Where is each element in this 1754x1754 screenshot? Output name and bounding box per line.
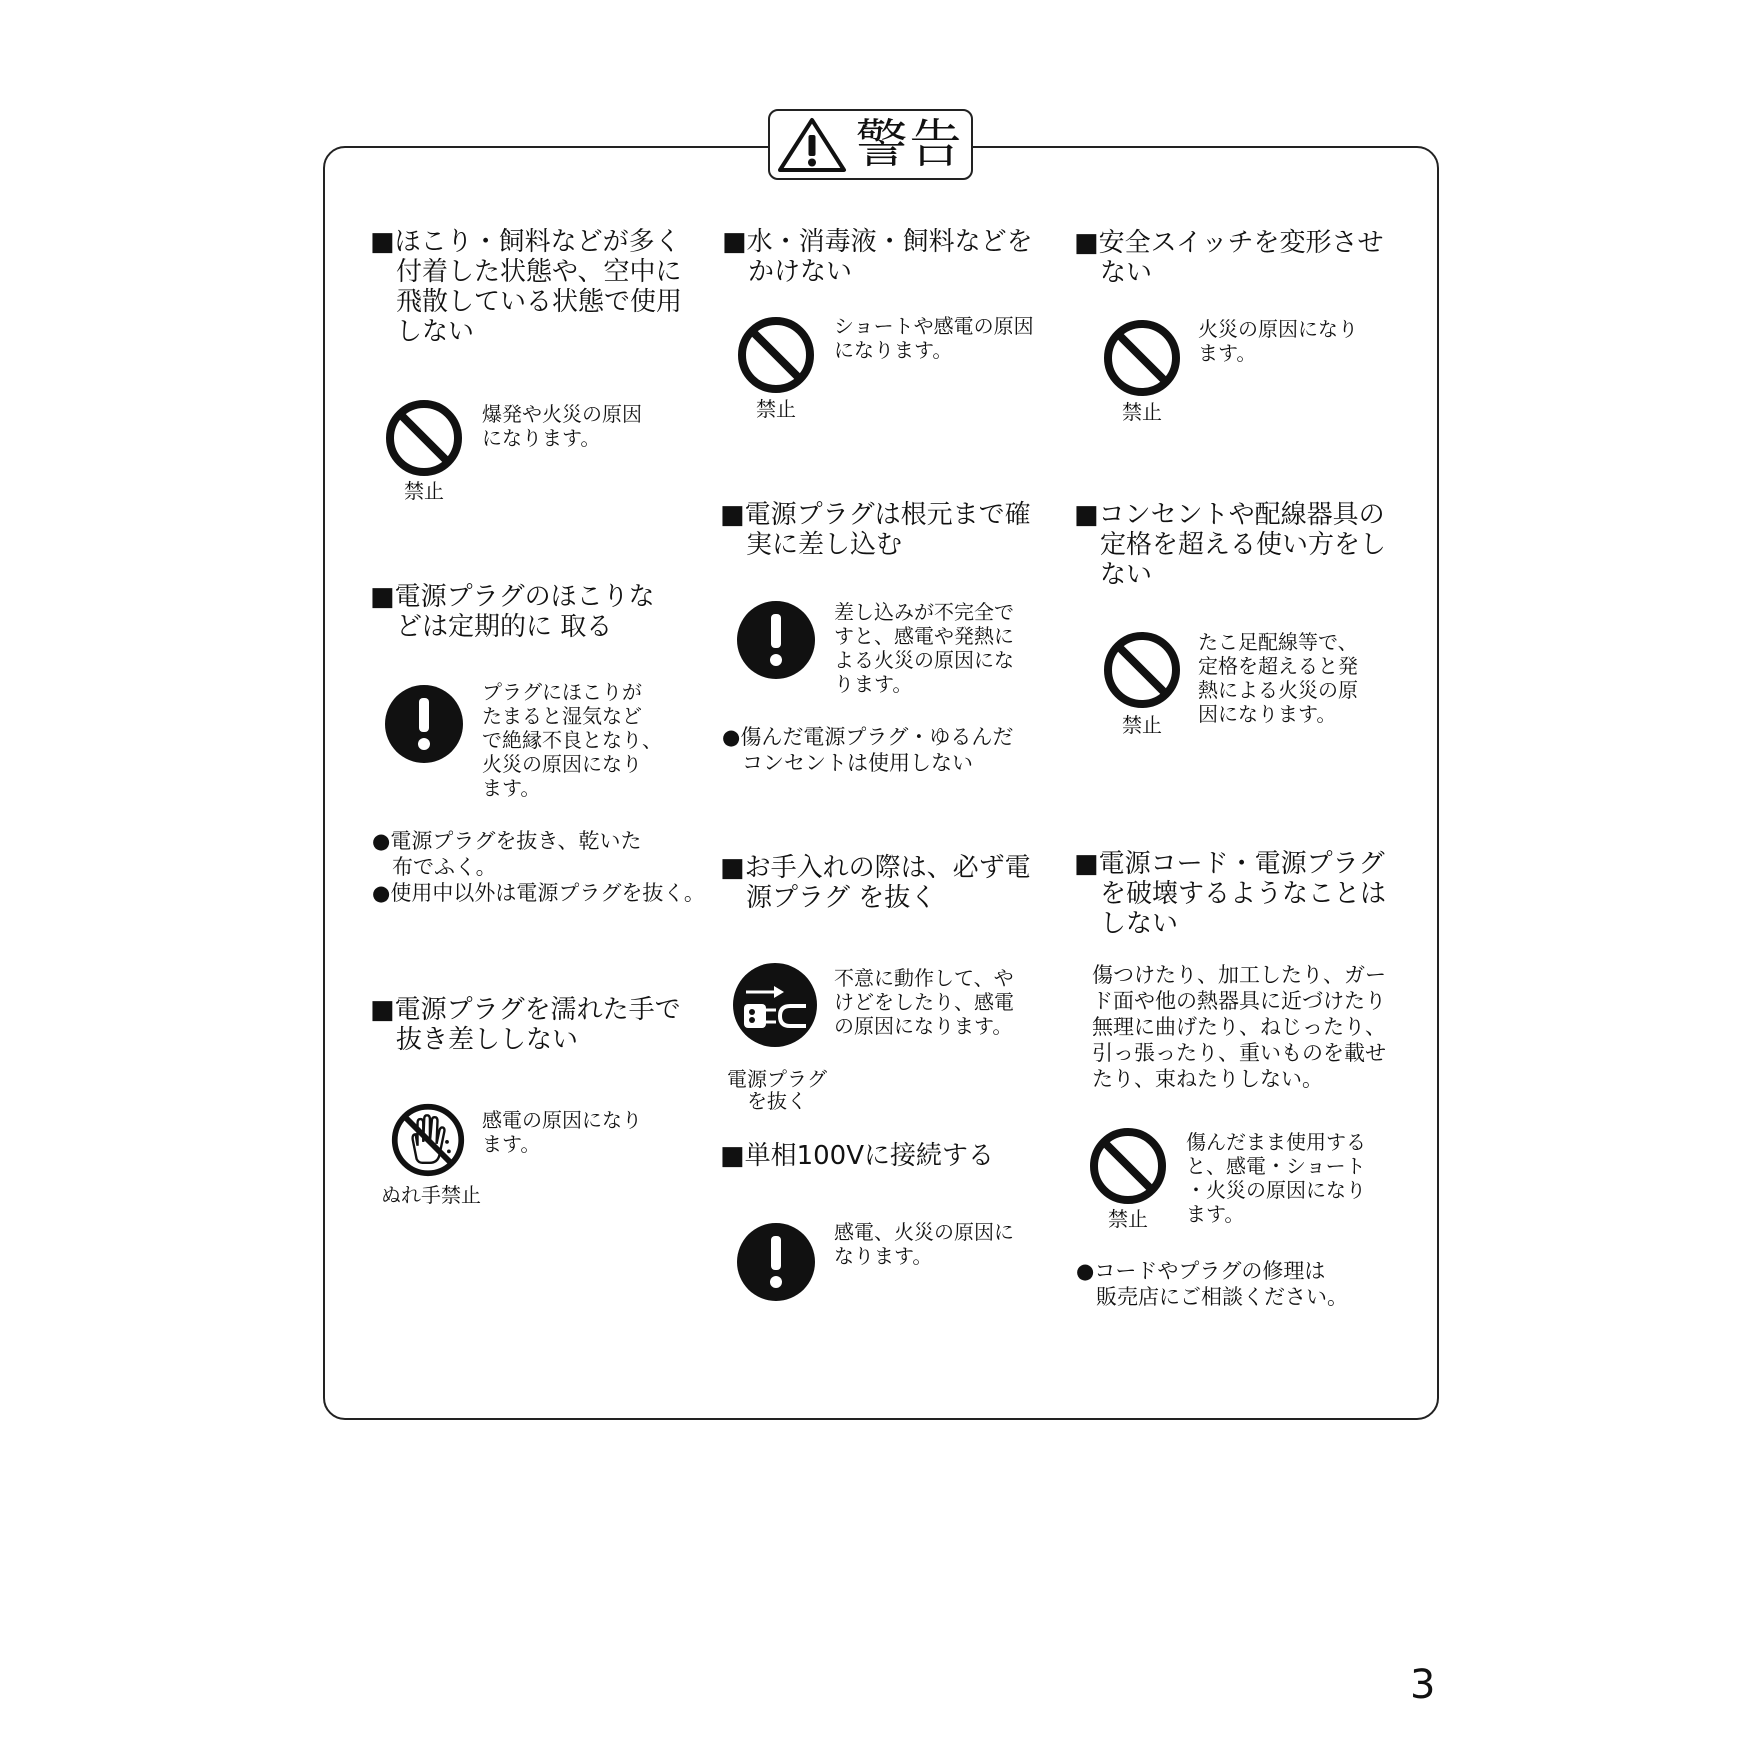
heading-line: ■単相100Vに接続する — [720, 1141, 994, 1171]
note-line: 傷んだまま使用する — [1186, 1130, 1366, 1154]
bullet-line: ●コードやプラグの修理は — [1076, 1259, 1326, 1283]
icon-caption — [722, 1068, 832, 1112]
heading-line: ■電源プラグのほこりな — [370, 582, 655, 612]
note-line: になります。 — [482, 426, 601, 450]
body-line: 引っ張ったり、重いものを載せ — [1092, 1041, 1386, 1065]
body-line: 傷つけたり、加工したり、ガー — [1092, 963, 1386, 987]
prohibited-icon — [384, 398, 464, 478]
icon-note — [482, 680, 662, 800]
heading-line: ■電源プラグを濡れた手で — [370, 995, 681, 1025]
heading-line: 抜き差ししない — [396, 1025, 579, 1055]
heading-line: 付着した状態や、空中に — [396, 257, 682, 287]
note-line: 爆発や火災の原因 — [482, 402, 642, 426]
bullet-list — [1076, 1258, 1348, 1310]
note-line: プラグにほこりが — [482, 680, 642, 704]
note-line: 感電、火災の原因に — [834, 1220, 1014, 1244]
heading-line: ■電源コード・電源プラグ — [1074, 849, 1385, 879]
note-line: 因になります。 — [1198, 702, 1337, 726]
note-line: なります。 — [834, 1244, 933, 1268]
section-body — [1092, 962, 1386, 1092]
heading-line: どは定期的に 取る — [396, 612, 613, 642]
note-line: になります。 — [834, 338, 953, 362]
icon-caption: 禁止 — [1122, 400, 1162, 424]
body-line: ド面や他の熱器具に近づけたり — [1092, 989, 1386, 1013]
icon-note — [834, 1220, 1014, 1268]
heading-line: 飛散している状態で使用 — [396, 287, 683, 317]
body-line: たり、束ねたりしない。 — [1092, 1067, 1323, 1091]
mandatory-icon — [736, 600, 816, 680]
note-line: 不意に動作して、や — [834, 966, 1014, 990]
bullet-line: 販売店にご相談ください。 — [1096, 1285, 1348, 1309]
mandatory-icon — [384, 684, 464, 764]
page-number: 3 — [1410, 1662, 1436, 1708]
note-line: 火災の原因になり — [482, 752, 642, 776]
section-heading — [720, 853, 1031, 913]
prohibited-icon — [1102, 318, 1182, 398]
note-line: の原因になります。 — [834, 1014, 1013, 1038]
bullet-line: ●使用中以外は電源プラグを抜く。 — [372, 881, 705, 905]
warning-title: 警告 — [855, 114, 964, 175]
note-line: ます。 — [1198, 341, 1257, 365]
heading-line: ない — [1100, 560, 1153, 590]
bullet-line: 布でふく。 — [392, 855, 497, 879]
note-line: ます。 — [482, 776, 541, 800]
heading-line: かけない — [748, 257, 853, 287]
icon-note — [834, 966, 1014, 1038]
unplug-icon — [732, 962, 818, 1048]
icon-note — [482, 1108, 642, 1156]
note-line: ・火災の原因になり — [1186, 1178, 1366, 1202]
section-heading — [720, 1141, 994, 1171]
bullet-line: コンセントは使用しない — [742, 751, 973, 775]
icon-caption: 禁止 — [1122, 713, 1162, 737]
heading-line: 源プラグ を抜く — [746, 883, 937, 913]
note-line: 火災の原因になり — [1198, 317, 1358, 341]
heading-line: しない — [1100, 909, 1179, 939]
heading-line: ■電源プラグは根元まで確 — [720, 500, 1031, 530]
section-heading — [1074, 500, 1386, 590]
body-line: 無理に曲げたり、ねじったり、 — [1092, 1015, 1386, 1039]
icon-caption: 禁止 — [756, 397, 796, 421]
icon-note — [1198, 317, 1358, 365]
note-line: ます。 — [482, 1132, 541, 1156]
note-line: 熱による火災の原 — [1198, 678, 1358, 702]
section-heading — [370, 995, 681, 1055]
heading-line: ■ほこり・飼料などが多く — [370, 227, 681, 257]
icon-caption: 禁止 — [1108, 1207, 1148, 1231]
section-heading — [370, 582, 655, 642]
icon-note — [482, 402, 642, 450]
section-heading — [1074, 228, 1384, 288]
heading-line: ■水・消毒液・飼料などを — [722, 227, 1033, 257]
caption-line: 電源プラグ — [727, 1067, 827, 1091]
bullet-list — [372, 828, 705, 906]
note-line: すと、感電や発熱に — [834, 624, 1014, 648]
note-line: ります。 — [834, 672, 913, 696]
heading-line: ない — [1100, 258, 1153, 288]
heading-line: ■お手入れの際は、必ず電 — [720, 853, 1031, 883]
wet-hand-prohibited-icon — [390, 1102, 466, 1178]
icon-note — [834, 600, 1014, 696]
heading-line: しない — [396, 317, 475, 347]
note-line: ショートや感電の原因 — [834, 314, 1034, 338]
prohibited-icon — [1102, 630, 1182, 710]
note-line: で絶縁不良となり、 — [482, 728, 662, 752]
warning-triangle-icon — [777, 117, 847, 173]
icon-note — [1198, 630, 1358, 726]
note-line: ます。 — [1186, 1202, 1245, 1226]
warning-header — [768, 109, 973, 180]
bullet-list — [722, 724, 1013, 776]
prohibited-icon — [736, 315, 816, 395]
section-heading — [370, 227, 682, 347]
heading-line: を破壊するようなことは — [1100, 879, 1387, 909]
note-line: 感電の原因になり — [482, 1108, 642, 1132]
prohibited-icon — [1088, 1126, 1168, 1206]
section-heading — [722, 227, 1033, 287]
section-heading — [1074, 849, 1386, 939]
icon-note — [834, 314, 1034, 362]
heading-line: ■コンセントや配線器具の — [1074, 500, 1385, 530]
icon-note — [1186, 1130, 1366, 1226]
note-line: と、感電・ショート — [1186, 1154, 1366, 1178]
heading-line: 定格を超える使い方をし — [1100, 530, 1387, 560]
caption-line: を抜く — [747, 1089, 807, 1113]
icon-caption: ぬれ手禁止 — [381, 1183, 481, 1207]
note-line: 定格を超えると発 — [1198, 654, 1358, 678]
heading-line: 実に差し込む — [746, 530, 903, 560]
note-line: たまると湿気など — [482, 704, 642, 728]
mandatory-icon — [736, 1222, 816, 1302]
heading-line: ■安全スイッチを変形させ — [1074, 228, 1384, 258]
bullet-line: ●電源プラグを抜き、乾いた — [372, 829, 642, 853]
bullet-line: ●傷んだ電源プラグ・ゆるんだ — [722, 725, 1014, 749]
note-line: 差し込みが不完全で — [834, 600, 1014, 624]
note-line: よる火災の原因にな — [834, 648, 1014, 672]
section-heading — [720, 500, 1031, 560]
note-line: けどをしたり、感電 — [834, 990, 1014, 1014]
note-line: たこ足配線等で、 — [1198, 630, 1358, 654]
icon-caption: 禁止 — [404, 479, 444, 503]
